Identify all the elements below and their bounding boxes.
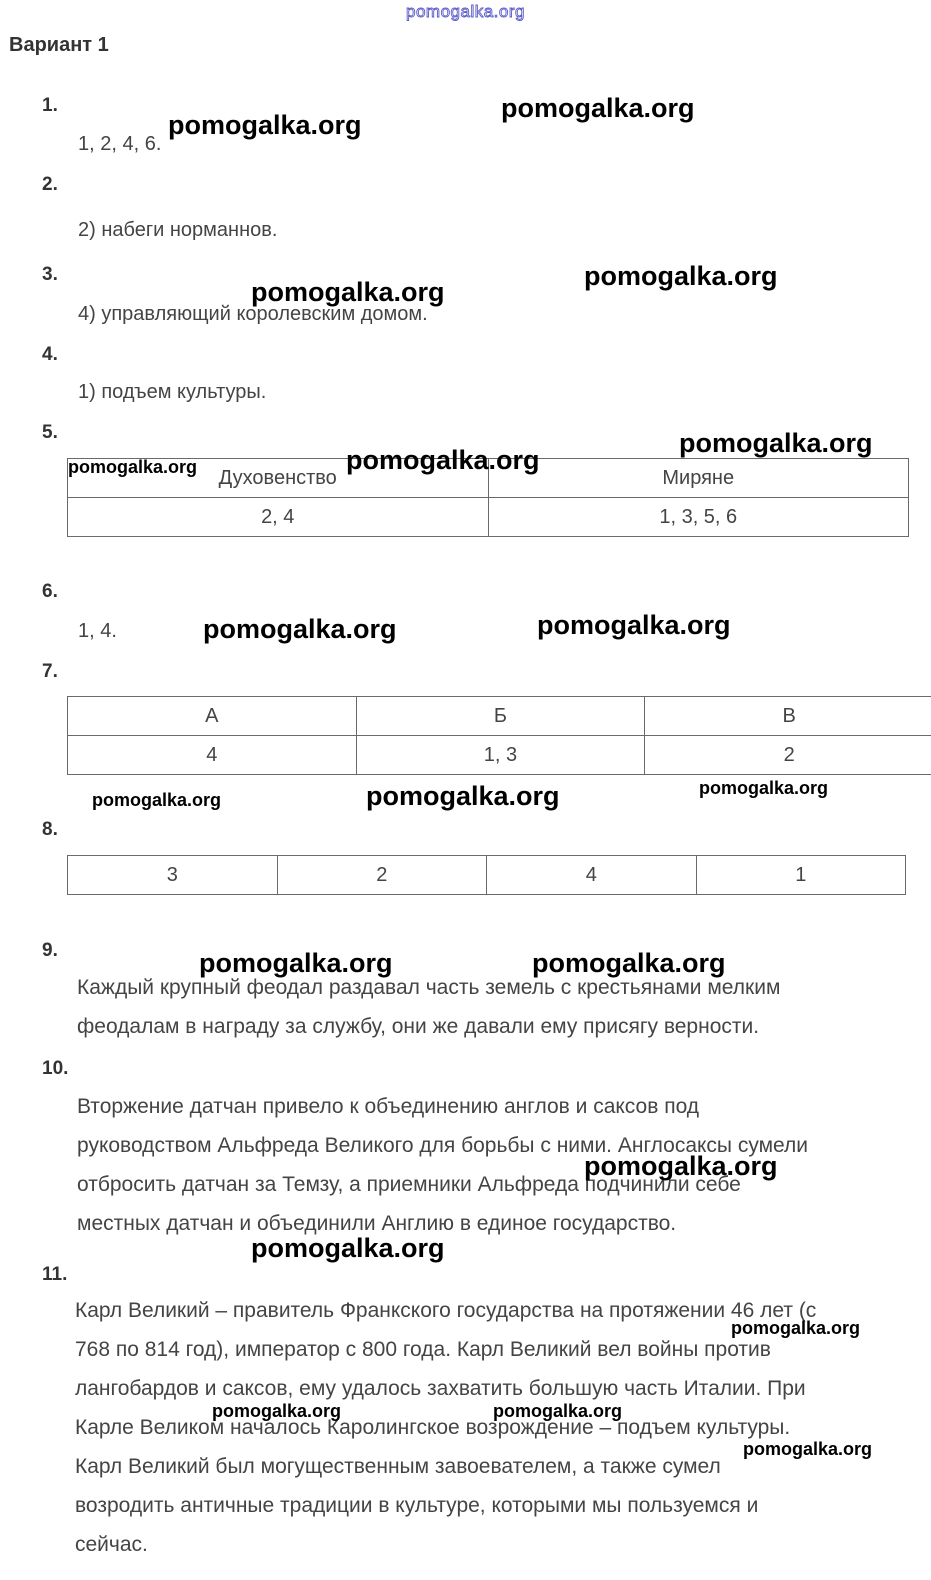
paragraph-line: отбросить датчан за Темзу, а приемники Альфреда подчинили себе: [77, 1173, 741, 1196]
paragraph-line: Карл Великий – правитель Франкского государства на протяжении 46 лет (с: [75, 1299, 817, 1322]
table-header-cell: А: [68, 697, 357, 736]
watermark: pomogalka.org: [699, 778, 829, 798]
answer-text: 4) управляющий королевским домом.: [78, 303, 428, 325]
table-cell: 2: [645, 736, 931, 775]
watermark: pomogalka.org: [743, 1439, 873, 1459]
watermark: pomogalka.org: [168, 110, 362, 140]
watermark: pomogalka.org: [92, 790, 222, 810]
watermark: pomogalka.org: [584, 1151, 778, 1181]
answer-text: 1, 2, 4, 6.: [78, 133, 162, 155]
watermark: pomogalka.org: [251, 1233, 445, 1263]
watermark: pomogalka.org: [532, 948, 726, 978]
question-number: 10.: [42, 1058, 69, 1079]
answer-text: 2) набеги норманнов.: [78, 219, 278, 241]
answer-table: [67, 696, 931, 775]
table-header-cell: Миряне: [488, 459, 909, 498]
watermark: pomogalka.org: [68, 457, 198, 477]
paragraph-line: местных датчан и объединили Англию в единое государство.: [77, 1212, 677, 1235]
watermark: pomogalka.org: [537, 610, 731, 640]
watermark: pomogalka.org: [493, 1401, 623, 1421]
variant-title: Вариант 1: [9, 34, 109, 56]
paragraph-line: Карле Великом началось Каролингское возрождение – подъем культуры.: [75, 1416, 791, 1439]
question-number: 4.: [42, 344, 58, 365]
watermark: pomogalka.org: [199, 948, 393, 978]
table-header-cell: Духовенство: [68, 459, 489, 498]
table-cell: 4: [68, 736, 357, 775]
table-cell: 4: [487, 856, 697, 895]
watermark: pomogalka.org: [584, 261, 778, 291]
answer-table: [67, 855, 906, 895]
site-link[interactable]: pomogalka.org: [406, 2, 525, 21]
paragraph-line: 768 по 814 год), император с 800 года. Карл Великий вел войны против: [75, 1338, 771, 1361]
question-number: 9.: [42, 940, 58, 961]
table-cell: 3: [68, 856, 278, 895]
watermark: pomogalka.org: [212, 1401, 342, 1421]
question-number: 7.: [42, 661, 58, 682]
table-cell: 1, 3: [356, 736, 645, 775]
table-header-cell: Б: [356, 697, 645, 736]
paragraph-line: Каждый крупный феодал раздавал часть земель с крестьянами мелким: [77, 976, 781, 999]
paragraph-line: феодалам в награду за службу, они же давали ему присягу верности.: [77, 1015, 760, 1038]
answer-paragraph: [77, 968, 780, 1046]
question-number: 3.: [42, 264, 58, 285]
paragraph-line: Вторжение датчан привело к объединению англов и саксов под: [77, 1095, 700, 1118]
question-number: 11.: [42, 1264, 68, 1285]
paragraph-line: возродить античные традиции в культуре, которыми мы пользуемся и: [75, 1494, 759, 1517]
watermark: pomogalka.org: [679, 428, 873, 458]
answer-text: 1) подъем культуры.: [78, 381, 267, 403]
paragraph-line: Карл Великий был могущественным завоевателем, а также сумел: [75, 1455, 721, 1478]
table-cell: 2, 4: [68, 498, 489, 537]
watermark: pomogalka.org: [501, 93, 695, 123]
watermark: pomogalka.org: [251, 277, 445, 307]
paragraph-line: руководством Альфреда Великого для борьбы с ними. Англосаксы сумели: [77, 1134, 809, 1157]
watermark: pomogalka.org: [366, 781, 560, 811]
table-cell: 1: [696, 856, 906, 895]
table-cell: 2: [277, 856, 487, 895]
answer-paragraph: [75, 1291, 816, 1564]
answer-text: 1, 4.: [78, 620, 117, 642]
question-number: 6.: [42, 581, 58, 602]
watermark: pomogalka.org: [346, 445, 540, 475]
watermark: pomogalka.org: [203, 614, 397, 644]
watermark: pomogalka.org: [731, 1318, 861, 1338]
question-number: 5.: [42, 422, 58, 443]
question-number: 2.: [42, 174, 58, 195]
table-header-cell: В: [645, 697, 931, 736]
table-cell: 1, 3, 5, 6: [488, 498, 909, 537]
paragraph-line: сейчас.: [75, 1533, 148, 1556]
question-number: 8.: [42, 819, 58, 840]
question-number: 1.: [42, 95, 58, 116]
paragraph-line: лангобардов и саксов, ему удалось захватить большую часть Италии. При: [75, 1377, 806, 1400]
